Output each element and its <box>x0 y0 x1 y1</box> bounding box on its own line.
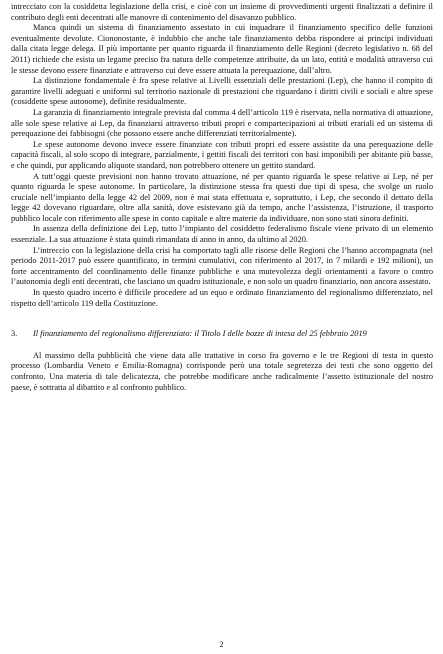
paragraph-5: Le spese autonome devono invece essere finanziate con tributi propri ed essere assistite da una perequazione delle capacità fiscali, al solo scopo di integrare, parzialmente, i gettiti fiscali dei territori con basi imponibili per abitante più basse, e che quindi, pur applicando aliquote standard, non potrebbero ottenere un gettito standard. <box>11 139 433 170</box>
paragraph-6: A tutt’oggi queste previsioni non hanno trovato attuazione, né per quanto riguarda le spese relative ai Lep, né per quanto riguarda le spese autonome. In particolare, la distinzione stessa fra questi due tipi di spesa, che svolge un ruolo cruciale nell’impianto della legge 42 del 2009, non è mai stata effettuata e, soprattutto, i Lep, che secondo il dettato della legge 42 dovevano riguardare, oltre alla sanità, dove esistevano già da tempo, anche l’assistenza, l’istruzione, il trasporto pubblico locale con riferimento alle spese in conto capitale e altre materie da individuare, non sono stati sinora definiti. <box>11 171 433 223</box>
paragraph-2: Manca quindi un sistema di finanziamento assestato in cui inquadrare il finanziamento specifico delle funzioni eventualmente devolute. Ciononostante, è indubbio che anche tale finanziamento debba rispondere ai principi individuati dalla citata legge delega. Il più importante per quanto riguarda il finanziamento delle Regioni (decreto legislativo n. 68 del 2011) richiede che esista un legame preciso fra natura delle competenze attribuite, da un lato, entità e modalità attraverso cui le stesse devono essere finanziate e attraverso cui deve essere attuata la perequazione, dall’altro. <box>11 23 433 75</box>
section-number: 3. <box>11 329 18 339</box>
paragraph-1: intrecciato con la cosiddetta legislazione della crisi, e cioè con un insieme di provvedimenti urgenti finalizzati a definire il contributo degli enti decentrati alle manovre di contenimento del disavanzo pubblico. <box>11 2 433 22</box>
paragraph-8: L’intreccio con la legislazione della crisi ha comportato tagli alle risorse delle Regioni che l’hanno accompagnata (nel periodo 2011-2017 può essere quantificato, in termini cumulativi, con riferimento al 2017, in 7 milardi e 192 milioni), un forte accentramento del coordinamento delle finanze pubbliche e una mutevolezza degli orientamenti a favore o contro l’autonomia degli enti decentrati, che lasciano un quadro istituzionale, e non solo un quadro finanziario, non ancora assestato. <box>11 245 433 287</box>
paragraph-7: In assenza della definizione dei Lep, tutto l’impianto del cosiddetto federalismo fiscale viene privato di un elemento essenziale. La sua attuazione è stata quindi rimandata di anno in anno, da ultimo al 2020. <box>11 224 433 245</box>
section-heading <box>11 329 433 340</box>
page-number: 2 <box>219 640 224 649</box>
paragraph-4: La garanzia di finanziamento integrale prevista dal comma 4 dell’articolo 119 è riservata, nella normativa di attuazione, alle sole spese relative ai Lep, da finanziarsi attraverso tributi propri e compartecipazioni ai tributi erariali ed un sistema di perequazione dei fabbisogni (che possono essere anche differenziati territorialmente). <box>11 107 433 139</box>
section-title: Il finanziamento del regionalismo differenziato: il Titolo I delle bozze di intesa del 25 febbraio 2019 <box>33 329 367 339</box>
paragraph-3: La distinzione fondamentale è fra spese relative ai Livelli essenziali delle prestazioni (Lep), che hanno il compito di garantire livelli adeguati e uniformi sul territorio nazionale di prestazioni che riguardano i diritti civili e sociali e altre spese (cosiddette spese autonome), definite residualmente. <box>11 76 433 107</box>
section-paragraph: Al massimo della pubblicità che viene data alle trattative in corso fra governo e le tre Regioni di testa in questo processo (Lombardia Veneto e Emilia-Romagna) corrisponde però una totale segretezza dei testi che sono oggetto del confronto. Una materia di tale delicatezza, che potrebbe modificare anche radicalmente l’assetto istituzionale del nostro paese, è sottratta al dibattito e al confronto pubblico. <box>11 350 433 392</box>
paragraph-9: In questo quadro incerto è difficile procedere ad un equo e ordinato finanziamento del regionalismo differenziato, nel rispetto dell’articolo 119 della Costituzione. <box>11 288 433 308</box>
